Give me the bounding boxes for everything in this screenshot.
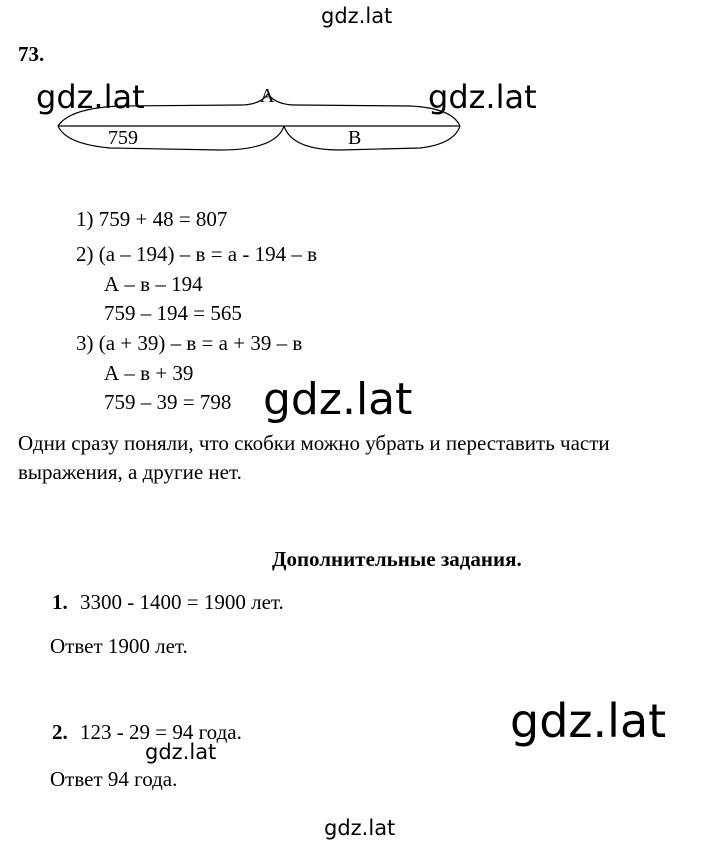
bottom-brace-left xyxy=(58,126,284,150)
conclusion-line-1: Одни сразу поняли, что скобки можно убрать и переставить части xyxy=(18,431,610,455)
step-2: 2) (а – 194) – в = а - 194 – в xyxy=(76,242,318,266)
extra-item-1-expression: 3300 - 1400 = 1900 лет. xyxy=(80,590,284,614)
step-3: 3) (а + 39) – в = а + 39 – в xyxy=(76,331,303,355)
task-number: 73. xyxy=(18,42,45,66)
step-1: 1) 759 + 48 = 807 xyxy=(76,207,228,231)
extra-item-1-number: 1. xyxy=(52,590,68,614)
watermark-top: gdz.lat xyxy=(321,4,393,28)
extra-heading: Дополнительные задания. xyxy=(272,547,522,571)
segment-diagram xyxy=(40,80,480,160)
watermark-middle: gdz.lat xyxy=(263,374,413,425)
watermark-diagram-right: gdz.lat xyxy=(428,78,537,116)
extra-item-2-expression: 123 - 29 = 94 года. xyxy=(80,720,242,744)
label-a: A xyxy=(260,85,275,107)
label-b: B xyxy=(348,127,362,149)
top-brace xyxy=(58,94,460,126)
step-2-line-a: А – в – 194 xyxy=(104,272,203,296)
watermark-bottom: gdz.lat xyxy=(324,816,396,840)
label-759: 759 xyxy=(108,127,138,149)
watermark-right-big: gdz.lat xyxy=(510,694,667,748)
conclusion-line-2: выражения, а другие нет. xyxy=(18,460,242,484)
extra-item-1-answer: Ответ 1900 лет. xyxy=(50,634,188,658)
step-3-line-b: 759 – 39 = 798 xyxy=(104,390,232,414)
step-2-line-b: 759 – 194 = 565 xyxy=(104,301,242,325)
extra-item-2-number: 2. xyxy=(52,720,68,744)
bottom-brace-right xyxy=(284,126,460,150)
extra-item-2-answer: Ответ 94 года. xyxy=(50,767,178,791)
watermark-diagram-left: gdz.lat xyxy=(36,78,145,116)
watermark-under-task-2: gdz.lat xyxy=(145,740,217,764)
step-3-line-a: А – в + 39 xyxy=(104,361,194,385)
